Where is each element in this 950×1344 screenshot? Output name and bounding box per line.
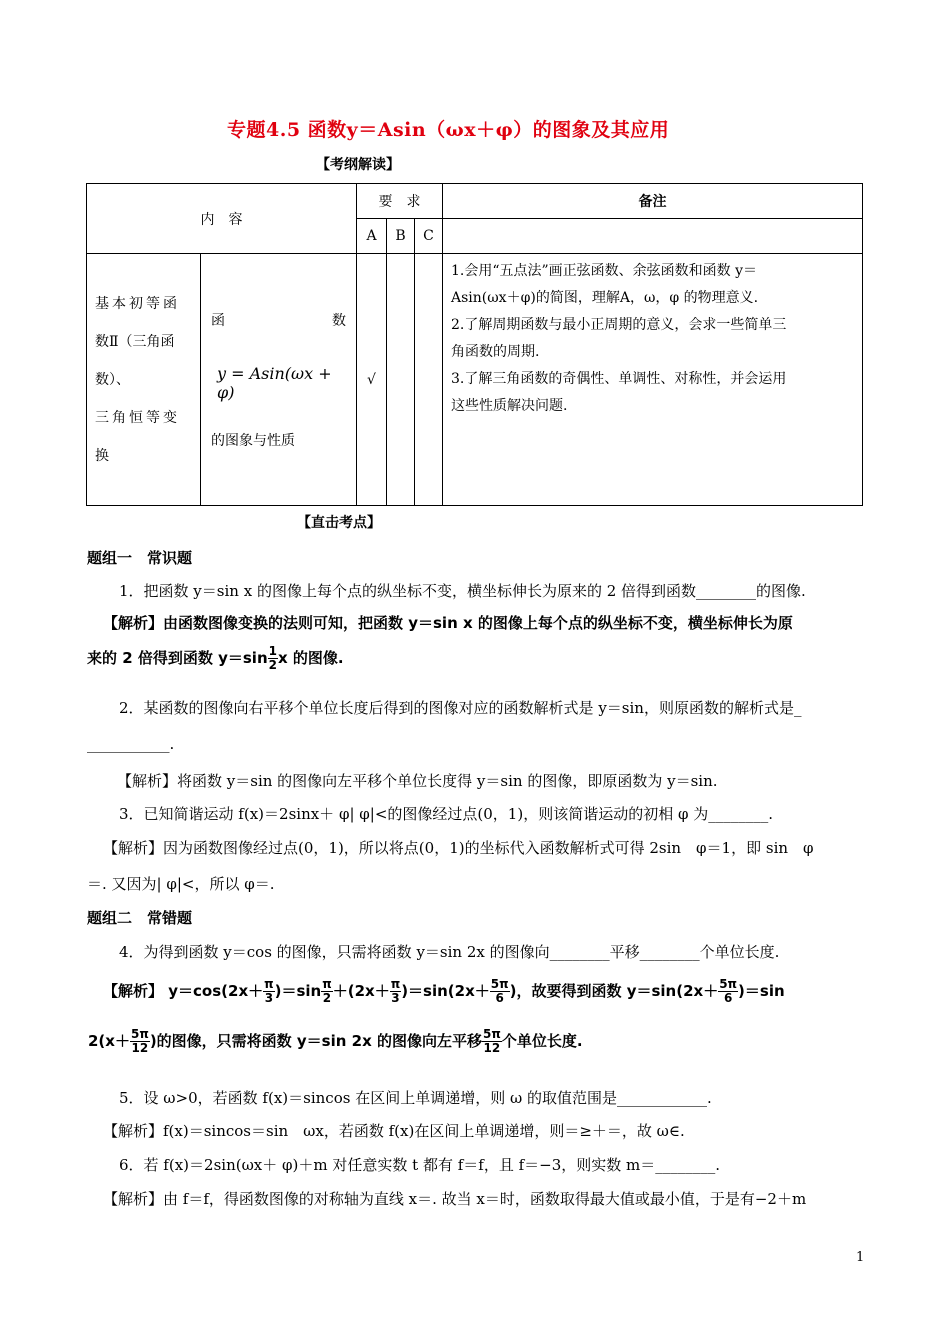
- category-cell: 基本初等函 数Ⅱ（三角函 数）、 三角恒等变 换: [87, 254, 201, 506]
- function-formula: y = Asin(ωx + φ): [217, 363, 332, 402]
- header-content: 内 容: [87, 184, 357, 254]
- answer-1-line1: 【解析】由函数图像变换的法则可知，把函数 y＝sin x 的图像上每个点的纵坐标不变，横坐标伸长为原: [103, 614, 793, 632]
- section-heading-syllabus: 【考纲解读】: [316, 157, 400, 173]
- answer-5: 【解析】f(x)＝sincos＝sin ωx，若函数 f(x)在区间上单调递增，则＝≥＋＝，故 ω∈.: [103, 1122, 685, 1140]
- function-cell: 函 数 y = Asin(ωx + φ) 的图象与性质: [201, 254, 357, 506]
- question-6: 6．若 f(x)＝2sin(ωx＋ φ)＋m 对任意实数 t 都有 f＝f，且 f＝−3，则实数 m＝________.: [119, 1156, 721, 1174]
- group-heading-2: 题组二 常错题: [87, 909, 193, 927]
- answer-2: 【解析】将函数 y＝sin 的图像向左平移个单位长度得 y＝sin 的图像，即原函数为 y＝sin.: [117, 772, 718, 790]
- question-2-line1: 2．某函数的图像向右平移个单位长度后得到的图像对应的函数解析式是 y＝sin，则原函数的解析式是_: [119, 699, 802, 717]
- level-a-check: √: [357, 254, 387, 506]
- page-number: 1: [856, 1250, 865, 1265]
- header-level-c: C: [415, 219, 443, 254]
- syllabus-table: [86, 183, 863, 506]
- header-level-b: B: [387, 219, 415, 254]
- group-heading-1: 题组一 常识题: [87, 549, 193, 567]
- level-c-cell: [415, 254, 443, 506]
- question-1: 1．把函数 y＝sin x 的图像上每个点的纵坐标不变，横坐标伸长为原来的 2 倍得到函数________的图像.: [119, 582, 806, 600]
- answer-6: 【解析】由 f＝f，得函数图像的对称轴为直线 x＝. 故当 x＝时，函数取得最大值或最小值，于是有−2＋m: [103, 1190, 807, 1208]
- question-4: 4．为得到函数 y＝cos 的图像，只需将函数 y＝sin 2x 的图像向________平移________个单位长度.: [119, 943, 780, 961]
- level-b-cell: [387, 254, 415, 506]
- header-note-blank: [443, 219, 863, 254]
- answer-4-line1: 【解析】 y＝cos(2x＋ $\frac{\pi}{3}$ )＝sin $\frac{\pi}{2}$ ＋(2x＋ $\frac{\pi}{3}$ )＝sin(2x＋ $\frac{5\pi}{6}$ )，故要得到函数 y＝sin(2x＋ $\frac{5\pi}{6}$ )＝sin: [103, 977, 785, 1005]
- header-requirement: 要 求: [357, 184, 443, 219]
- answer-4-line2: 2(x＋ $\frac{5\pi}{12}$ )的图像，只需将函数 y＝sin 2x 的图像向左平移 $\frac{5\pi}{12}$ 个单位长度.: [88, 1027, 583, 1055]
- section-heading-points: 【直击考点】: [297, 515, 381, 531]
- answer-3-line1: 【解析】因为函数图像经过点(0，1)，所以将点(0，1)的坐标代入函数解析式可得 2sin φ＝1，即 sin φ: [103, 839, 814, 857]
- header-note: 备注: [443, 184, 863, 219]
- question-2-line2: ___________.: [87, 735, 175, 753]
- header-level-a: A: [357, 219, 387, 254]
- answer-3-line2: ＝. 又因为| φ|<，所以 φ＝.: [87, 875, 275, 893]
- question-5: 5．设 ω>0，若函数 f(x)＝sincos 在区间上单调递增，则 ω 的取值范围是____________.: [119, 1089, 712, 1107]
- doc-title: 专题4.5 函数y＝Asin（ωx＋φ）的图象及其应用: [227, 119, 670, 141]
- answer-1-line2: 来的 2 倍得到函数 y＝sin $\frac{1}{2}$ x 的图像.: [87, 644, 344, 672]
- note-cell: 1.会用“五点法”画正弦函数、余弦函数和函数 y＝ Asin(ωx＋φ)的简图，理解A，ω，φ 的物理意义. 2.了解周期函数与最小正周期的意义，会求一些简单三 角函数的周期. 3.了解三角函数的奇偶性、单调性、对称性，并会运用 这些性质解决问题.: [443, 254, 863, 506]
- question-3: 3．已知简谐运动 f(x)＝2sinx＋ φ| φ|<的图像经过点(0，1)，则该简谐运动的初相 φ 为________.: [119, 805, 774, 823]
